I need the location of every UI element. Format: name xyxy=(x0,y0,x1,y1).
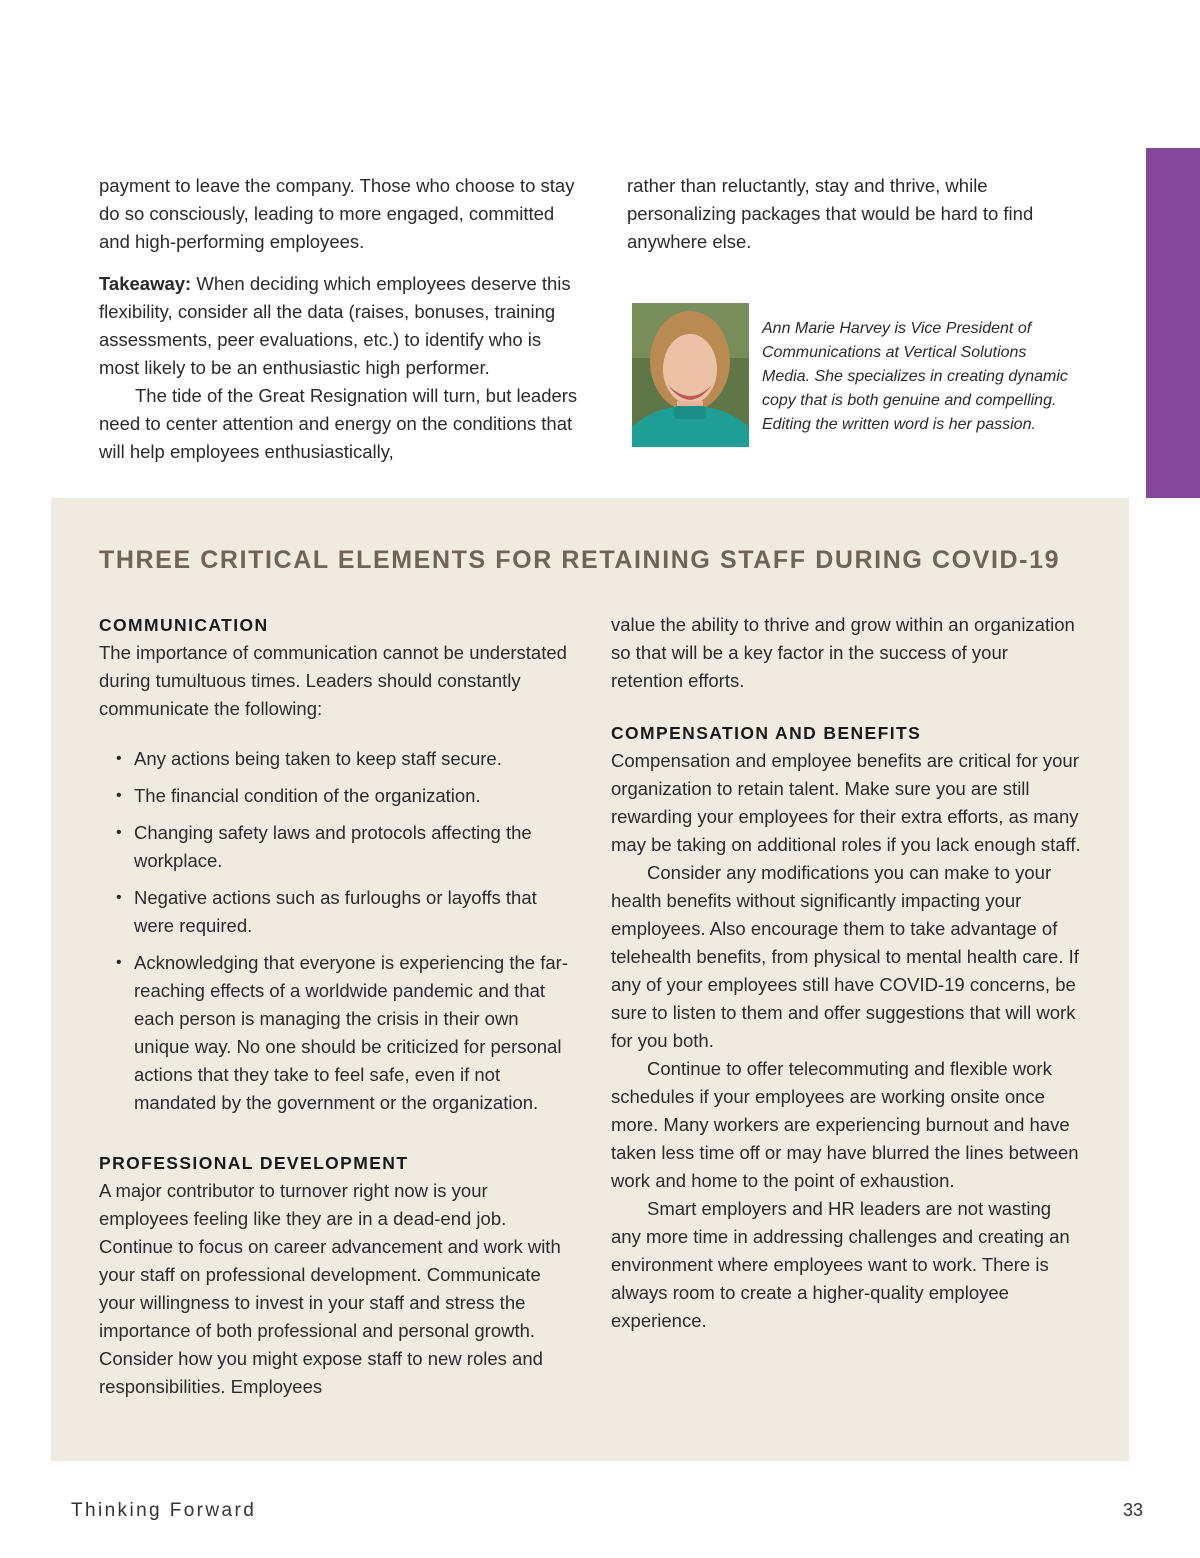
publication-name: Thinking Forward xyxy=(71,1500,257,1521)
article-paragraph: The tide of the Great Resignation will turn, but leaders need to center attention and energy on the conditions that will help employees enthusiastically, xyxy=(99,385,578,462)
list-item: • The financial condition of the organization. xyxy=(116,782,569,810)
takeaway-text: When deciding which employees deserve this flexibility, consider all the data (raises, bonuses, training assessments, peer evaluations, etc.) to identify who is most likely to be an enthusiastic high performer. xyxy=(99,273,571,378)
page-number: 33 xyxy=(1122,1500,1143,1520)
compensation-paragraph: Smart employers and HR leaders are not wasting any more time in addressing challenges and creating an environment where employees want to work. There is always room to create a higher-quality employee experience. xyxy=(611,1198,1070,1331)
section-color-tab xyxy=(1146,148,1200,498)
communication-heading: COMMUNICATION xyxy=(99,615,269,635)
compensation-paragraph: Consider any modifications you can make to your health benefits without significantly impacting your employees. Also encourage them to take advantage of telehealth benefits, from physical to mental health care. If any of your employees still have COVID-19 concerns, be sure to listen to them and offer suggestions that will work for you both. xyxy=(611,862,1079,1051)
list-item: • Negative actions such as furloughs or layoffs that were required. xyxy=(116,884,569,940)
article-column-left xyxy=(99,172,579,466)
compensation-paragraph: Compensation and employee benefits are critical for your organization to retain talent. Make sure you are still rewarding your employees for their extra efforts, as many may be taking on additional roles if you lack enough staff. xyxy=(611,750,1081,855)
sidebar-column-right xyxy=(611,611,1081,1335)
takeaway-label: Takeaway: xyxy=(99,273,192,294)
list-item: • Changing safety laws and protocols affecting the workplace. xyxy=(116,819,569,875)
sidebar-column-left xyxy=(99,611,569,1401)
article-paragraph: rather than reluctantly, stay and thrive, while personalizing packages that would be hard to find anywhere else. xyxy=(627,175,1034,252)
article-paragraph: payment to leave the company. Those who choose to stay do so consciously, leading to more engaged, committed and high-performing employees. xyxy=(99,175,575,252)
communication-intro: The importance of communication cannot be understated during tumultuous times. Leaders should constantly communicate the following: xyxy=(99,642,567,719)
sidebar-title: THREE CRITICAL ELEMENTS FOR RETAINING STAFF DURING COVID-19 xyxy=(99,546,1061,574)
communication-list xyxy=(99,745,569,1117)
takeaway-paragraph xyxy=(99,270,579,382)
list-item: • Any actions being taken to keep staff secure. xyxy=(116,745,569,773)
compensation-paragraph: Continue to offer telecommuting and flexible work schedules if your employees are working onsite once more. Many workers are experiencing burnout and have taken less time off or may have blurred the lines between work and home to the point of exhaustion. xyxy=(611,1058,1079,1191)
article-column-right xyxy=(627,172,1087,256)
compensation-heading: COMPENSATION AND BENEFITS xyxy=(611,723,922,743)
list-item: • Acknowledging that everyone is experiencing the far-reaching effects of a worldwide pandemic and that each person is managing the crisis in their own unique way. No one should be criticized for personal actions that they take to feel safe, even if not mandated by the government or the organization. xyxy=(116,949,569,1117)
professional-development-text: A major contributor to turnover right now is your employees feeling like they are in a dead-end job. Continue to focus on career advancement and work with your staff on professional development. Communicate your willingness to invest in your staff and stress the importance of both professional and personal growth. Consider how you might expose staff to new roles and responsibilities. Employees xyxy=(99,1180,561,1397)
author-bio: Ann Marie Harvey is Vice President of Communications at Vertical Solutions Media. She specializes in creating dynamic copy that is both genuine and compelling. Editing the written word is her passion. xyxy=(762,320,1068,433)
sidebar-box xyxy=(51,498,1129,1461)
professional-development-heading: PROFESSIONAL DEVELOPMENT xyxy=(99,1153,409,1173)
author-photo xyxy=(632,303,749,447)
professional-development-continued: value the ability to thrive and grow within an organization so that will be a key factor in the success of your retention efforts. xyxy=(611,614,1075,691)
